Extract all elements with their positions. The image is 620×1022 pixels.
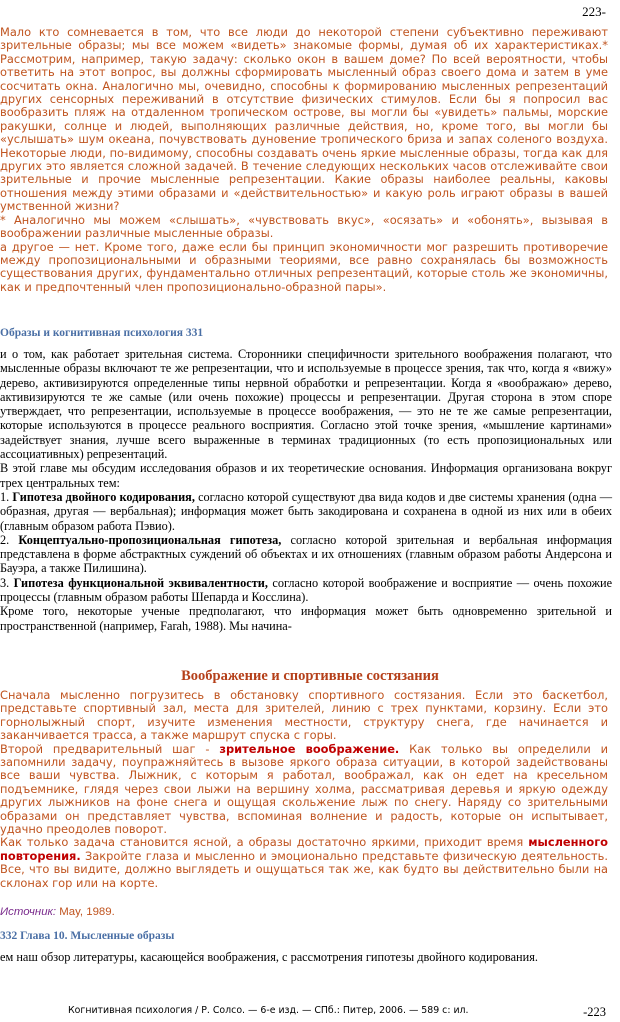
page-number-top: 223- bbox=[582, 4, 606, 19]
sport-paragraph-2-start: Второй предварительный шаг - bbox=[0, 741, 210, 756]
footnote: * Аналогично мы можем «слышать», «чувствовать вкус», «осязать» и «обонять», вызывая в воображении различные мысленные образы. bbox=[0, 212, 608, 241]
main-paragraph-2: В этой главе мы обсудим исследования образов и их теоретические основания. Информация организована вокруг трех центральных тем: bbox=[0, 461, 612, 490]
list-item-1 bbox=[0, 490, 612, 533]
list-item-3-term: Гипотеза функциональной эквивалентности, bbox=[13, 575, 268, 590]
main-paragraph-1: и о том, как работает зрительная система. Сторонники специфичности зрительного воображения полагают, что мысленные образы включают те же репрезентации, что и используемые в процессе зрения, так что, когда я «вижу» дерево, активизируются определенные типы нервной обработки и репрезентации. Когда я «воображаю» дерево, активизируются те же самые (или очень похожие) процессы и репрезентации. Другая сторона в этом споре утверждает, что репрезентации, используемые в процессе воображения, — это не те же самые репрезентации, которые используются в процессе реального восприятия. Согласно этой точке зрения, «мышление картинами» задействует знания, лучше всего выраженные в терминах традиционных (то есть пропозициональных или ассоциативных) репрезентаций. bbox=[0, 347, 612, 462]
list-item-3-number: 3. bbox=[0, 575, 10, 590]
list-item-3 bbox=[0, 576, 612, 605]
sport-paragraph-1: Сначала мысленно погрузитесь в обстановку спортивного состязания. Если это баскетбол, представьте спортивный зал, места для зрителей, линию с трех пунктами, корзину. Если это горнолыжный спорт, изучите изменения местности, структуру снега, где начинается и заканчивается трасса, а также маршрут спуска с горы. bbox=[0, 688, 608, 743]
intro-paragraph: Мало кто сомневается в том, что все люди до некоторой степени субъективно переживают зрительные образы; мы все можем «видеть» знакомые формы, думая об их характеристиках.* Рассмотрим, например, такую задачу: сколько окон в вашем доме? По всей вероятности, чтобы ответить на этот вопрос, вы должны сформировать мысленный образ своего дома и затем в уме сосчитать окна. Аналогично мы, очевидно, способны к формированию мысленных репрезентаций других сенсорных переживаний в отсутствие физических стимулов. Если бы я попросил вас вообразить пляж на отдаленном тропическом острове, вы могли бы «увидеть» пальмы, морские ракушки, солнце и людей, выполняющих различные действия, но, кроме того, вы могли бы «услышать» шум океана, почувствовать дуновение тропического бриза и запах соленого воздуха. Некоторые люди, по-видимому, способны создавать очень яркие мысленные образы, тогда как для других это является сложной задачей. В течение следующих нескольких часов отслеживайте свои зрительные и прочие мысленные репрезентации. Какие образы наиболее реальны, каковы отношения между этими образами и «действительностью» и какую роль играют образы в вашей умственной жизни? bbox=[0, 25, 608, 214]
source-line bbox=[0, 906, 115, 918]
sport-orange-block bbox=[0, 689, 608, 890]
sport-paragraph-3-rest: Закройте глаза и мысленно и эмоционально представьте физическую деятельность. Все, что вы видите, должно выглядеть и ощущаться так же, как будто вы действительно были на склонах гор или на корте. bbox=[0, 848, 608, 890]
list-item-1-number: 1. bbox=[0, 489, 10, 504]
section-title: Воображение и спортивные состязания bbox=[181, 668, 439, 684]
list-item-2-number: 2. bbox=[0, 532, 10, 547]
main-paragraph-3: Кроме того, некоторые ученые предполагают, что информация может быть одновременно зрительной и пространственной (например, Farah, 1988). Мы начина- bbox=[0, 604, 612, 633]
source-label: Источник: bbox=[0, 906, 57, 918]
list-item-2-text: согласно которой зрительная и вербальная информация представлена в форме абстрактных суждений об объектах и их отношениях (главным образом работы Андерсона и Бауэра, а также Пилишина). bbox=[0, 532, 613, 576]
running-head-332: 332 Глава 10. Мысленные образы bbox=[0, 930, 175, 942]
sport-paragraph-2 bbox=[0, 743, 608, 837]
visual-imagery-emphasis: зрительное воображение. bbox=[219, 741, 400, 756]
list-item-2-term: Концептуально-пропозициональная гипотеза, bbox=[18, 532, 282, 547]
quote-continuation: а другое — нет. Кроме того, даже если бы принцип экономичности мог разрешить противоречие между пропозициональными и образными теориями, все равно сохранялась бы возможность существования других, фундаментально отличных репрезентаций, которые столь же экономичны, как и предпочтенный член пропозиционально-образной пары». bbox=[0, 239, 608, 294]
footer-citation: Когнитивная психология / Р. Солсо. — 6-е изд. — СПб.: Питер, 2006. — 589 с: ил. bbox=[68, 1005, 469, 1016]
page-number-bottom: -223 bbox=[583, 1005, 606, 1019]
mental-rehearsal-emphasis: мысленного повторения. bbox=[0, 835, 608, 863]
sport-paragraph-3 bbox=[0, 836, 608, 890]
list-item-2 bbox=[0, 533, 612, 576]
list-item-1-term: Гипотеза двойного кодирования, bbox=[12, 489, 195, 504]
intro-orange-block bbox=[0, 26, 608, 294]
source-value: May, 1989. bbox=[59, 906, 115, 918]
list-item-3-text: согласно которой воображение и восприятие — очень похожие процессы (главным образом работы Шепарда и Косслина). bbox=[0, 575, 613, 605]
main-text-block bbox=[0, 347, 612, 633]
sport-paragraph-3-start: Как только задача становится ясной, а образы достаточно яркими, приходит время bbox=[0, 835, 524, 850]
sport-paragraph-2-rest: Как только вы определили и запомнили задачу, поупражняйтесь в вызове яркого образа ситуации, в которой задействованы все ваши чувства. Лыжник, с которым я работал, воображал, как он едет на кресельном подъемнике, глядя через свои лыжи на вершину холма, рассматривая деревья и яркую одежду других лыжников на фоне снега и ощущая скольжение лыж по снегу. Наряду со зрительными образами он представляет чувства, вспоминая волнение и радость, которые он испытывает, удачно преодолев поворот. bbox=[0, 741, 608, 837]
running-head-331: Образы и когнитивная психология 331 bbox=[0, 327, 204, 339]
list-item-1-text: согласно которой существуют два вида кодов и две системы хранения (одна — образная, другая — вербальная); информация может быть закодирована и сохранена в одной из них или в обеих (главным образом работа Пэвио). bbox=[0, 489, 613, 533]
continuation-text: ем наш обзор литературы, касающейся воображения, с рассмотрения гипотезы двойного кодирования. bbox=[0, 950, 538, 964]
